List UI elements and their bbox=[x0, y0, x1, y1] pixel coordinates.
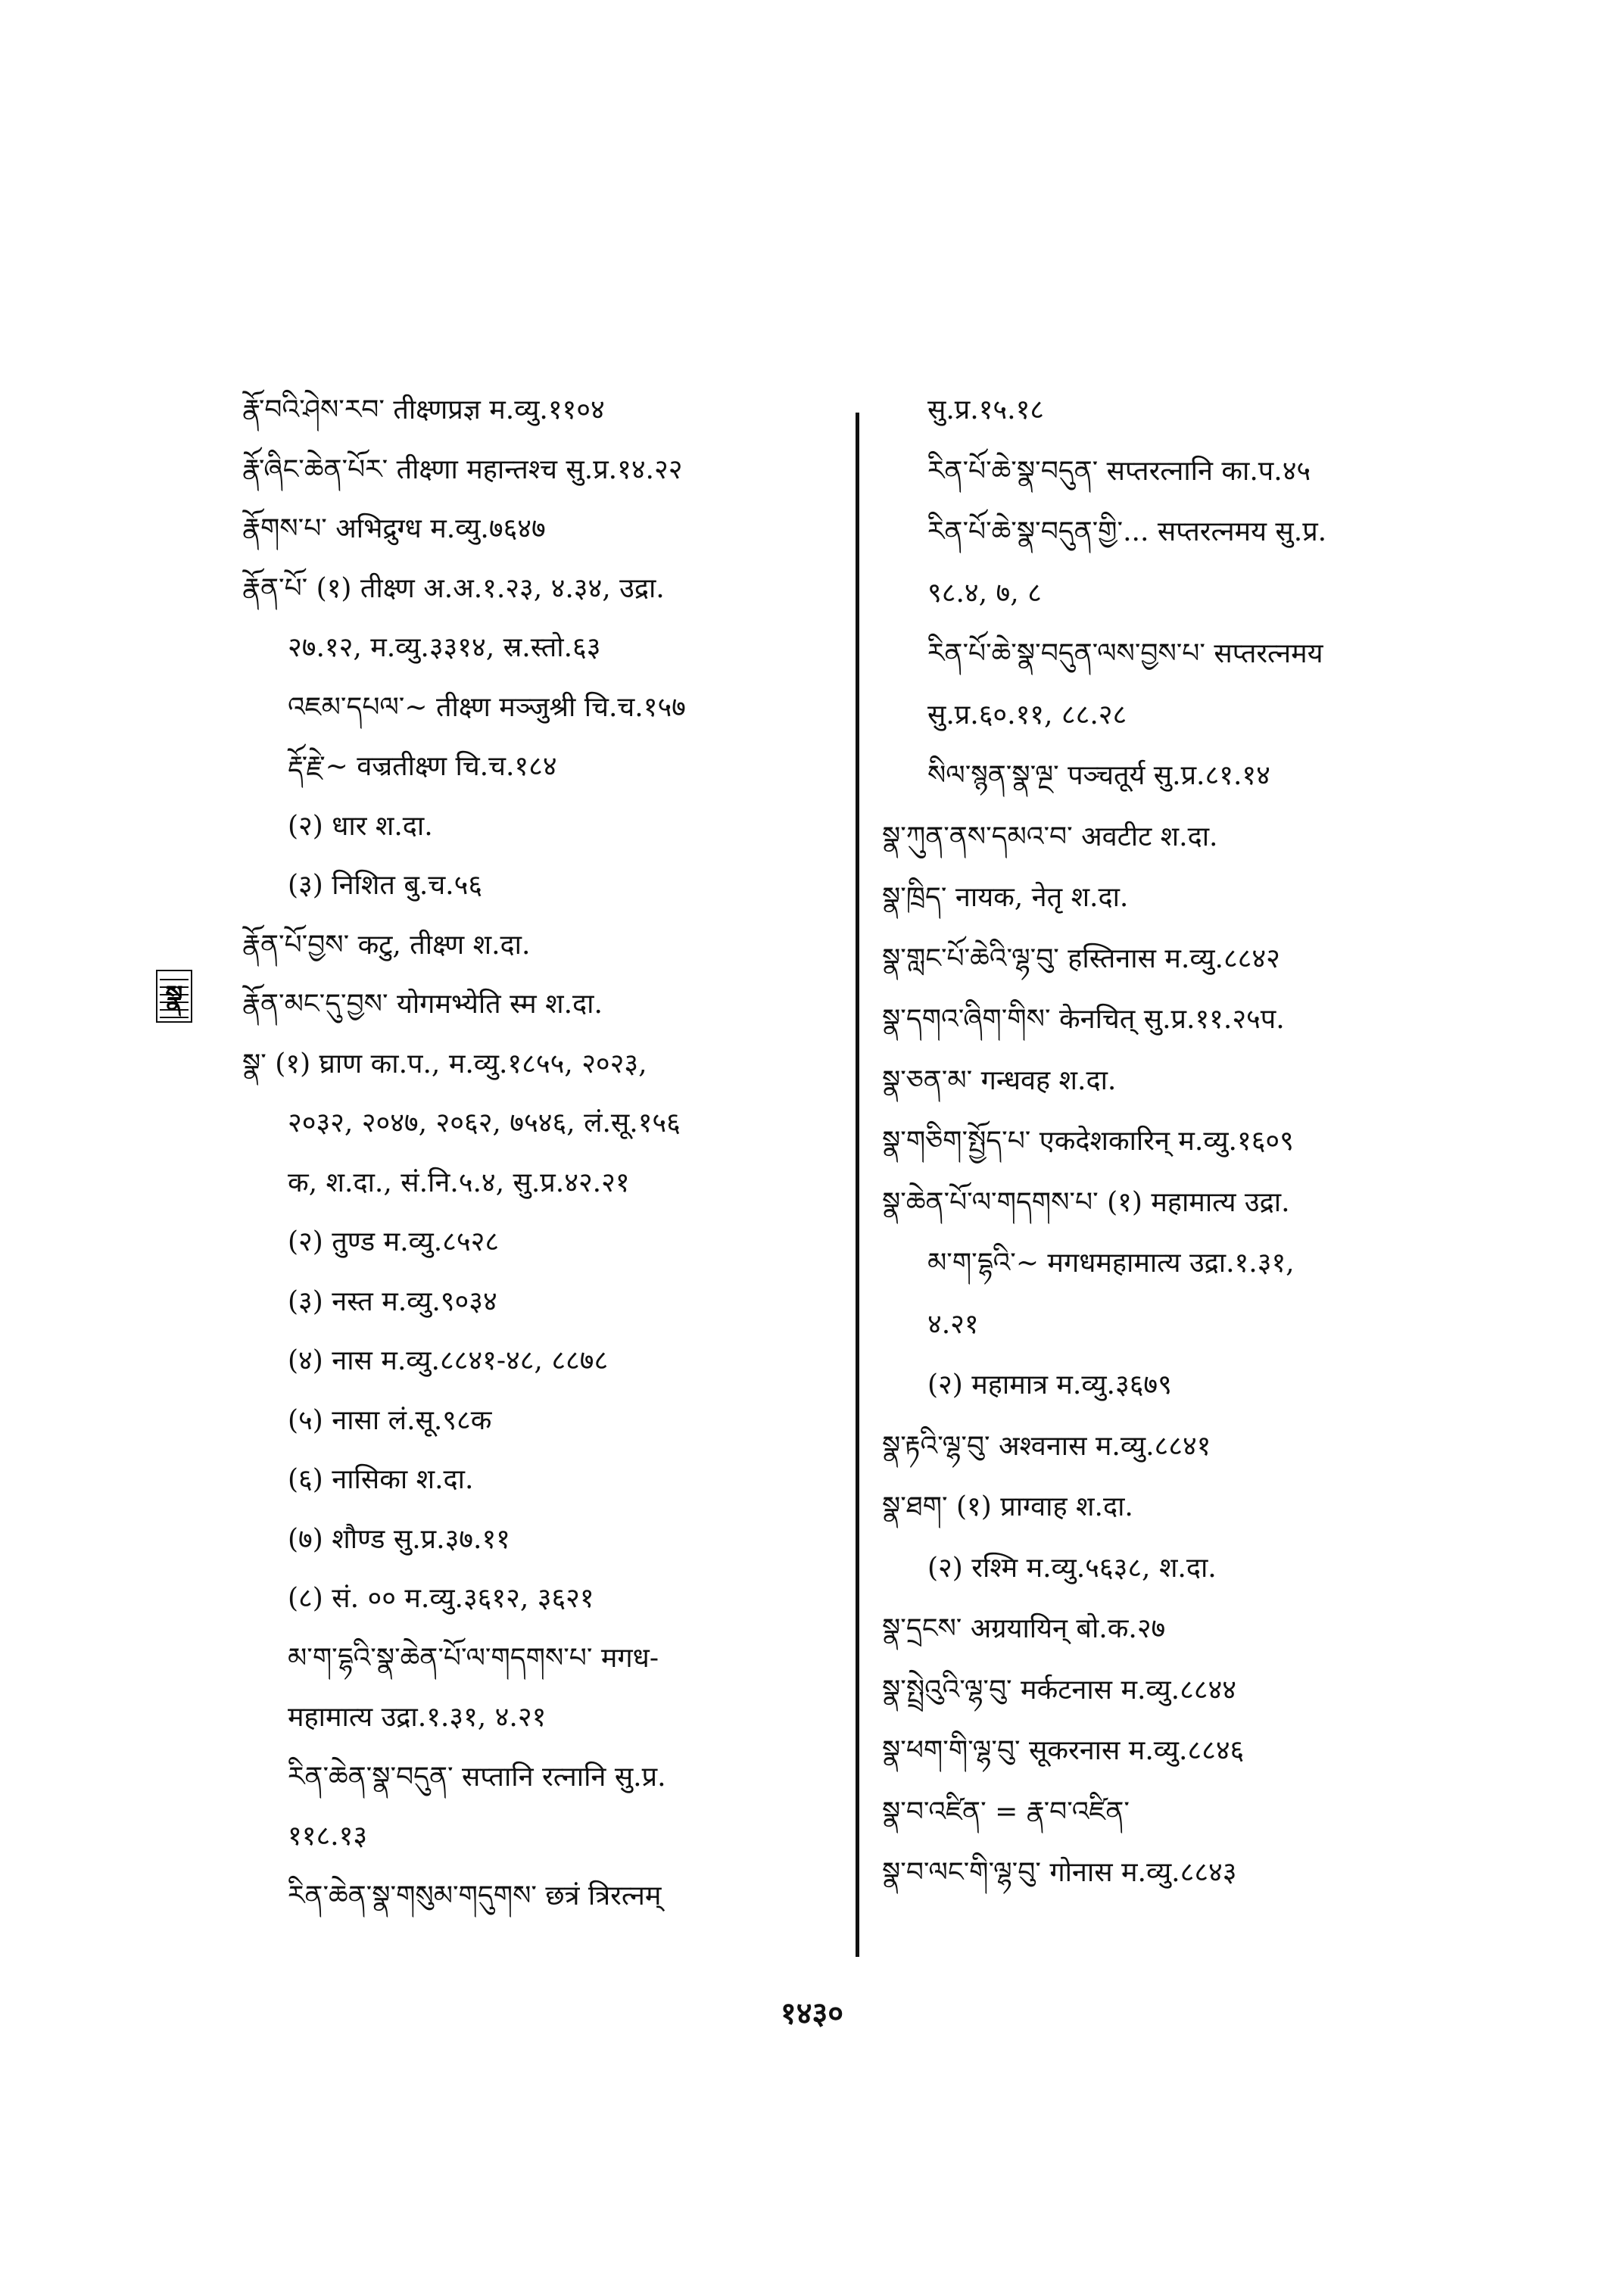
entry-line: རིན་པོ་ཆེ་སྣ་བདུན་གྱི་... सप्तरत्नमय सु.प्र. bbox=[927, 516, 1327, 547]
entry-line: (५) नासा लं.सू.९८क bbox=[288, 1404, 492, 1436]
entry-line: (७) शौण्ड सु.प्र.३७.११ bbox=[288, 1523, 510, 1555]
entry-line: རྣོན་མང་དུ་བྱས་ योगमभ्येति स्म श.दा. bbox=[242, 989, 603, 1020]
entry-line: སྣ་ཁྲིད་ नायक, नेतृ श.दा. bbox=[882, 882, 1129, 913]
entry-line: རིན་ཆེན་སྣ་བདུན་ सप्तानि रत्नानि सु.प्र. bbox=[288, 1761, 666, 1793]
entry-line: རྣོན་པོ་བྱས་ कटु, तीक्ष्ण श.दा. bbox=[242, 929, 531, 961]
entry-line: ४.२१ bbox=[927, 1308, 979, 1340]
entry-line: (२) रश्मि म.व्यु.५६३८, श.दा. bbox=[927, 1552, 1217, 1584]
entry-line: སྣ་ཐག་ (१) प्राग्वाह श.दा. bbox=[882, 1491, 1133, 1522]
entry-line: སྣ་དྲངས་ अग्रयायिन् बो.क.२७ bbox=[882, 1613, 1166, 1644]
entry-line: ११८.१३ bbox=[288, 1821, 368, 1852]
entry-line: སིལ་སྙན་སྣ་ལྔ་ पञ्चतूर्य सु.प्र.८१.१४ bbox=[927, 760, 1270, 791]
entry-line: (४) नास म.व्यु.८८४१-४८, ८८७८ bbox=[288, 1345, 609, 1376]
entry-line: སྣ་གཅིག་སྤྱོད་པ་ एकदेशकारिन् म.व्यु.१६०९ bbox=[882, 1126, 1294, 1157]
entry-line: སྣ་གླང་པོ་ཆེའི་ལྷ་བུ་ हस्तिनास म.व्यु.८८४२ bbox=[882, 942, 1280, 974]
entry-line: क, श.दा., सं.नि.५.४, सु.प्र.४२.२१ bbox=[288, 1167, 630, 1198]
svg-text:སྣ: སྣ bbox=[165, 980, 183, 1011]
entry-line: २७.१२, म.व्यु.३३१४, स्र.स्तो.६३ bbox=[288, 632, 601, 663]
entry-line: सु.प्र.१५.१८ bbox=[927, 394, 1045, 425]
entry-line: སྣ་སྤྲེའུའི་ལྷ་བུ་ मर्कटनास म.व्यु.८८४४ bbox=[882, 1674, 1236, 1706]
entry-line: སྣ་བ་འཛིན་ = རྣ་བ་འཛིན་ bbox=[882, 1796, 1130, 1827]
entry-line: སྣ་རྟའི་ལྷ་བུ་ अश्वनास म.व्यु.८८४१ bbox=[882, 1430, 1211, 1462]
entry-line: སྣ་ཆེན་པོ་ལ་གདགས་པ་ (१) महामात्य उद्रा. bbox=[882, 1186, 1290, 1218]
entry-line: སྣ་བ་ལང་གི་ལྷ་བུ་ गोनास म.व्यु.८८४३ bbox=[882, 1857, 1237, 1888]
entry-line: རྣོ་ཞིང་ཆེན་པོར་ तीक्ष्णा महान्तश्च सु.प्र.१४.२२ bbox=[242, 453, 683, 485]
entry-line: མ་ག་དྷའི་སྣ་ཆེན་པོ་ལ་གདགས་པ་ मगध- bbox=[288, 1642, 659, 1674]
entry-line: རྣོན་པོ་ (१) तीक्ष्ण अ.अ.१.२३, ४.३४, उद्रा. bbox=[242, 572, 665, 604]
entry-line: སྣ་ཅན་མ་ गन्धवह श.दा. bbox=[882, 1064, 1117, 1096]
entry-line: རྣོགས་པ་ अभिद्रुग्ध म.व्यु.७६४७ bbox=[242, 513, 546, 544]
entry-line: རིན་པོ་ཆེ་སྣ་བདུན་ सप्तरत्नानि का.प.४५ bbox=[927, 455, 1311, 487]
thumb-index-marker bbox=[155, 969, 193, 1023]
entry-line: (३) निशित बु.च.५६ bbox=[288, 870, 483, 901]
entry-line: २०३२, २०४७, २०६२, ७५४६, लं.सू.१५६ bbox=[288, 1108, 681, 1139]
column-divider bbox=[856, 413, 859, 1957]
entry-line: सु.प्र.६०.११, ८८.२८ bbox=[927, 699, 1127, 731]
entry-line: ९८.४, ७, ८ bbox=[927, 577, 1042, 609]
entry-line: རྣོ་བའི་ཤེས་རབ་ तीक्ष्णप्रज्ञ म.व्यु.११०४ bbox=[242, 394, 605, 425]
entry-line: (३) नस्त म.व्यु.९०३४ bbox=[288, 1285, 497, 1317]
entry-line: སྣ་ (१) घ्राण का.प., म.व्यु.१८५५, २०२३, bbox=[242, 1048, 647, 1080]
entry-line: སྣ་ཀུན་ནས་དམའ་བ་ अवटीट श.दा. bbox=[882, 821, 1218, 852]
entry-line: སྣ་དགའ་ཞིག་གིས་ केनचित् सु.प्र.११.२५प. bbox=[882, 1004, 1285, 1035]
entry-line: རྡོ་རྗེ་~ वज्रतीक्ष्ण चि.च.१८४ bbox=[288, 751, 557, 782]
entry-line: (८) सं. ०० म.व्यु.३६१२, ३६२१ bbox=[288, 1583, 594, 1614]
entry-line: (६) नासिका श.दा. bbox=[288, 1464, 474, 1495]
entry-line: རིན་པོ་ཆེ་སྣ་བདུན་ལས་བྱས་པ་ सप्तरत्नमय bbox=[927, 638, 1323, 669]
entry-line: (२) धार श.दा. bbox=[288, 810, 433, 842]
entry-line: महामात्य उद्रा.१.३१, ४.२१ bbox=[288, 1702, 547, 1733]
entry-line: རིན་ཆེན་སྣ་གསུམ་གདུགས་ छत्रं त्रिरत्नम् bbox=[288, 1880, 662, 1911]
page-number: १४३० bbox=[780, 1995, 844, 2031]
entry-line: (२) महामात्र म.व्यु.३६७९ bbox=[927, 1369, 1172, 1400]
entry-line: མ་ག་དྷའི་~ मगधमहामात्य उद्रा.१.३१, bbox=[927, 1248, 1295, 1279]
entry-line: འཇམ་དཔལ་~ तीक्ष्ण मञ्जुश्री चि.च.१५७ bbox=[288, 691, 686, 723]
entry-line: སྣ་ཕག་གི་ལྷ་བུ་ सूकरनास म.व्यु.८८४६ bbox=[882, 1735, 1245, 1766]
entry-line: (२) तुण्ड म.व्यु.८५२८ bbox=[288, 1226, 500, 1257]
